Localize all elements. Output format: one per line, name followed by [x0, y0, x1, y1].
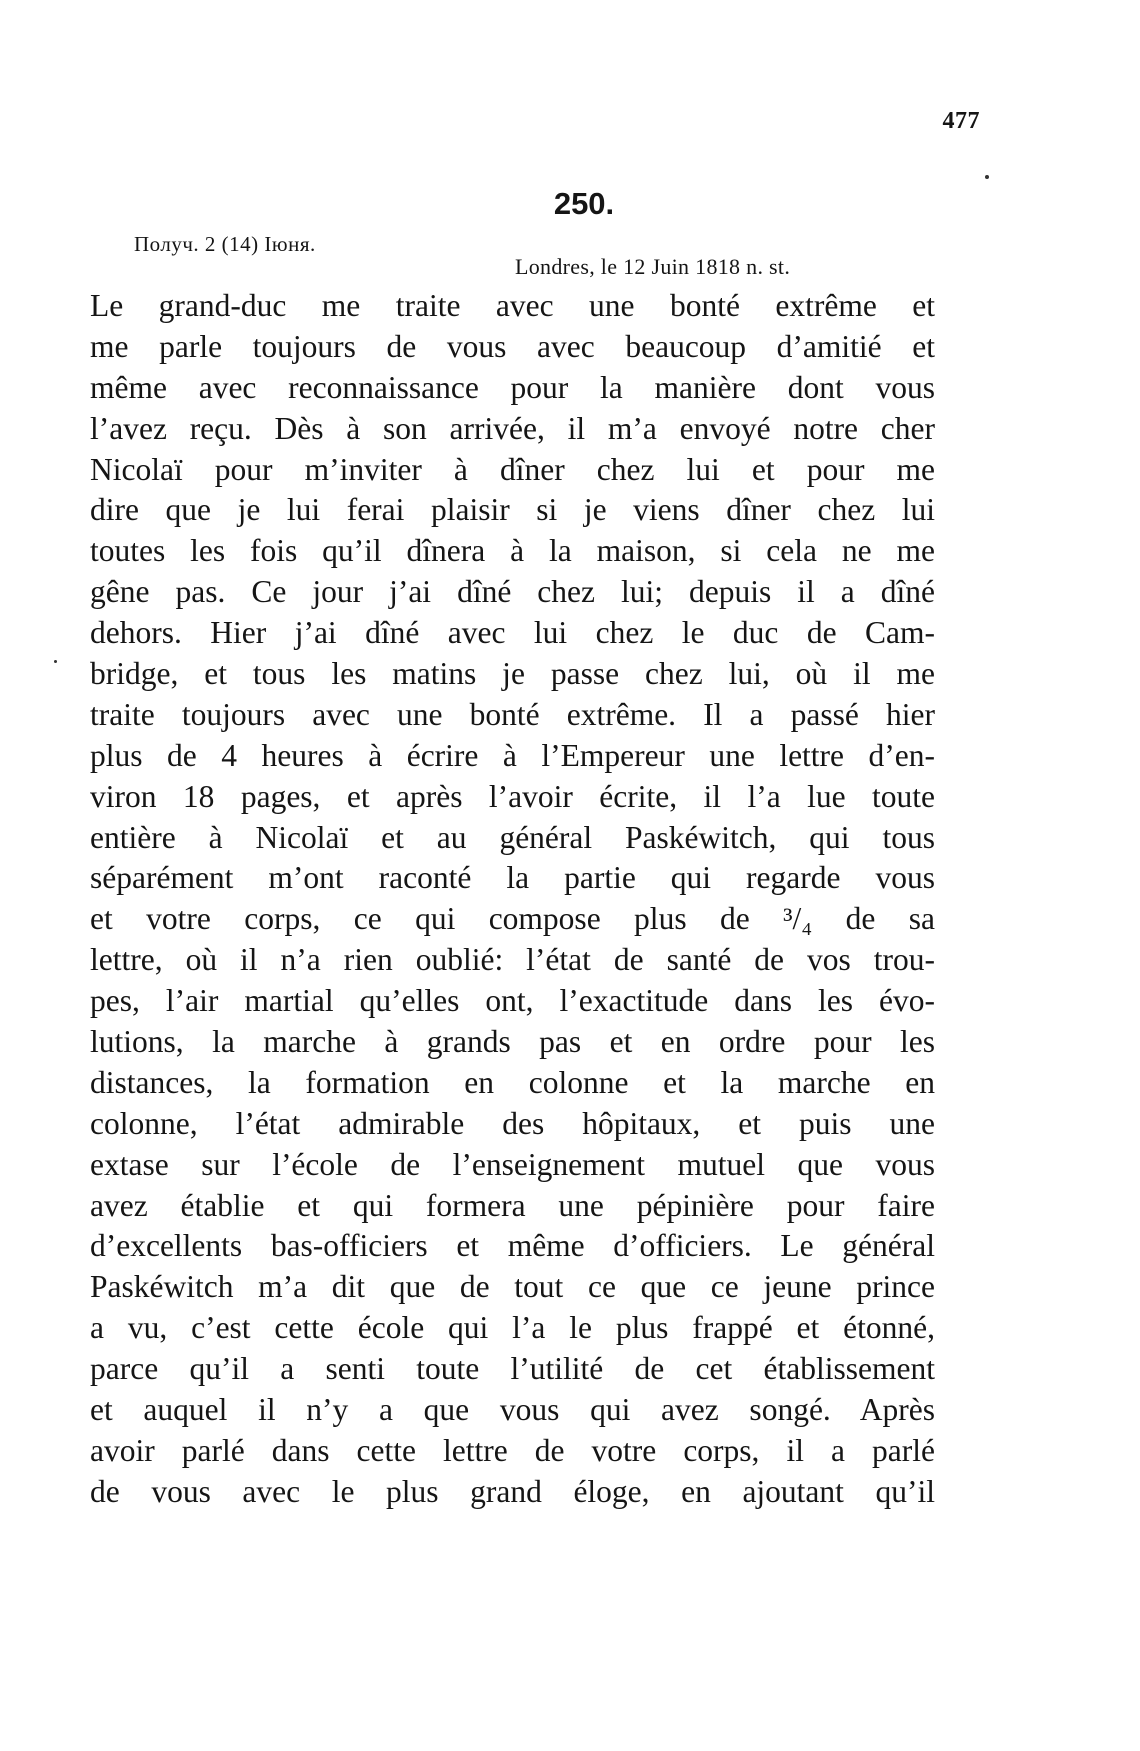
body-line: dehors. Hier j’ai dîné avec lui chez le duc de Cam-	[90, 615, 935, 651]
body-line: Nicolaï pour m’inviter à dîner chez lui et pour me	[90, 451, 935, 487]
print-speck	[985, 175, 989, 179]
body-line: bridge, et tous les matins je passe chez lui, où il me	[90, 656, 935, 692]
body-line: parce qu’il a senti toute l’utilité de cet établissement	[90, 1351, 935, 1387]
body-line: me parle toujours de vous avec beaucoup d’amitié et	[90, 328, 935, 364]
body-line: entière à Nicolaï et au général Paskéwitch, qui tous	[90, 819, 935, 855]
body-line: Paskéwitch m’a dit que de tout ce que ce jeune prince	[90, 1269, 935, 1305]
body-line: viron 18 pages, et après l’avoir écrite, il l’a lue toute	[90, 778, 935, 814]
place-date-line: Londres, le 12 Juin 1818 n. st.	[515, 254, 791, 279]
body-line: avez établie et qui formera une pépinière pour faire	[90, 1187, 935, 1223]
receipt-note: Получ. 2 (14) Іюня.	[134, 232, 316, 256]
body-line: lutions, la marche à grands pas et en ordre pour les	[90, 1024, 935, 1060]
body-line: lettre, où il n’a rien oublié: l’état de santé de vos trou-	[90, 942, 935, 978]
body-line: Le grand-duc me traite avec une bonté extrême et	[90, 288, 935, 323]
body-line: de vous avec le plus grand éloge, en ajoutant qu’il	[90, 1473, 935, 1509]
body-line: et auquel il n’y a que vous qui avez songé. Après	[90, 1392, 935, 1428]
body-line: traite toujours avec une bonté extrême. Il a passé hier	[90, 696, 935, 732]
body-line: l’avez reçu. Dès à son arrivée, il m’a envoyé notre cher	[90, 410, 935, 446]
body-line: extase sur l’école de l’enseignement mutuel que vous	[90, 1146, 935, 1182]
body-line: toutes les fois qu’il dînera à la maison, si cela ne me	[90, 533, 935, 569]
body-line: séparément m’ont raconté la partie qui regarde vous	[90, 860, 935, 896]
print-speck	[54, 660, 57, 663]
letter-body	[90, 286, 935, 1513]
body-line: et votre corps, ce qui compose plus de ³/₄ de sa	[90, 901, 935, 937]
body-line: même avec reconnaissance pour la manière dont vous	[90, 369, 935, 405]
body-line: gêne pas. Ce jour j’ai dîné chez lui; depuis il a dîné	[90, 574, 935, 610]
letter-number-heading: 250.	[553, 186, 615, 221]
page-number: 477	[942, 108, 980, 134]
body-line: pes, l’air martial qu’elles ont, l’exactitude dans les évo-	[90, 983, 935, 1019]
body-line: dire que je lui ferai plaisir si je viens dîner chez lui	[90, 492, 935, 528]
body-line: colonne, l’état admirable des hôpitaux, et puis une	[90, 1105, 935, 1141]
body-line: plus de 4 heures à écrire à l’Empereur une lettre d’en-	[90, 737, 935, 773]
body-line: d’excellents bas-officiers et même d’officiers. Le général	[90, 1228, 935, 1264]
body-line: avoir parlé dans cette lettre de votre corps, il a parlé	[90, 1432, 935, 1468]
body-line: a vu, c’est cette école qui l’a le plus frappé et étonné,	[90, 1310, 935, 1346]
body-line: distances, la formation en colonne et la marche en	[90, 1064, 935, 1100]
